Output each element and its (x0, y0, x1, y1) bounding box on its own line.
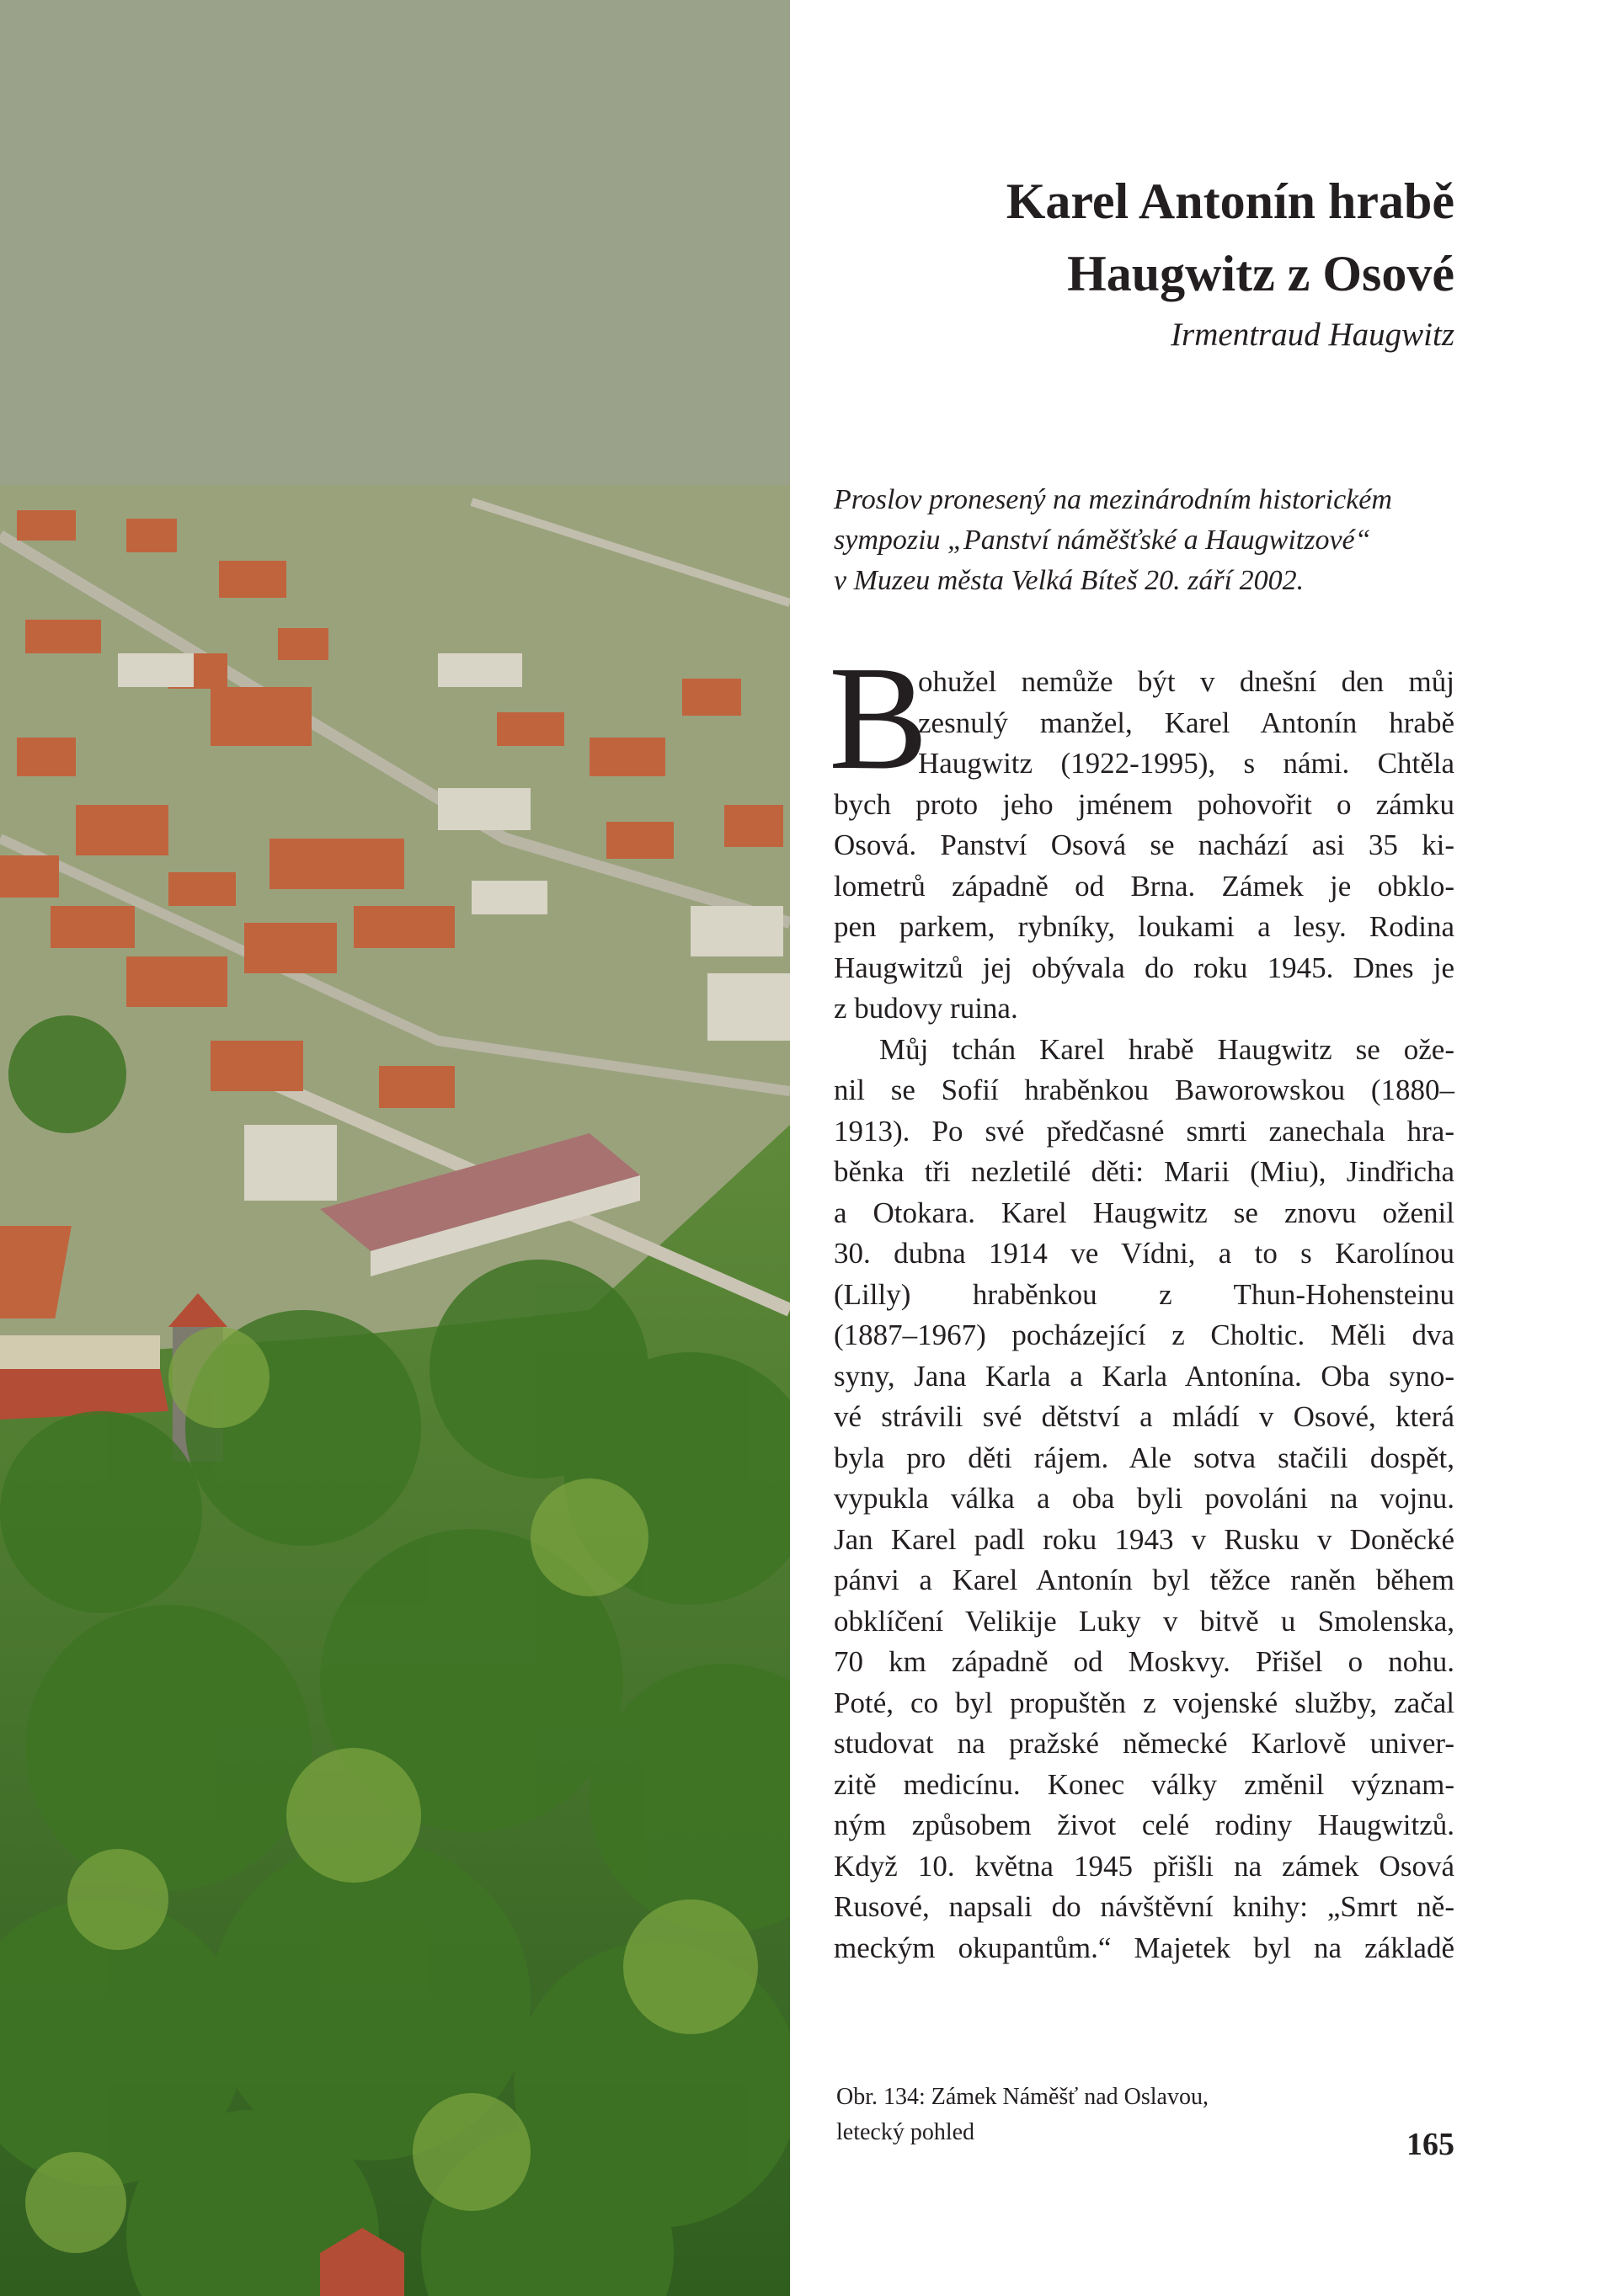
body-line: Haugwitzů jej obývala do roku 1945. Dnes je (834, 951, 1454, 984)
body-line: ohužel nemůže být v dnešní den můj (918, 665, 1454, 698)
body-line: vypukla válka a oba byli povoláni na vojnu. (834, 1482, 1454, 1515)
body-line: 70 km západně od Moskvy. Přišel o nohu. (834, 1645, 1454, 1678)
body-line: Jan Karel padl roku 1943 v Rusku v Doněcké (834, 1522, 1454, 1556)
body-line: pen parkem, rybníky, loukami a lesy. Rodina (834, 910, 1454, 943)
dropcap-wrap (829, 636, 1454, 801)
article-title (798, 165, 1454, 310)
article-body (829, 636, 1454, 1968)
body-line: meckým okupantům.“ Majetek byl na základě (834, 1931, 1454, 1964)
body-line: ným způsobem život celé rodiny Haugwitzů. (834, 1809, 1454, 1841)
page-number: 165 (1406, 2127, 1454, 2162)
intro-line: sympoziu „Panství náměšťské a Haugwitzové“ (834, 525, 1371, 556)
body-line: z budovy ruina. (834, 992, 1018, 1025)
body-line: Rusové, napsali do návštěvní knihy: „Smrt ně- (834, 1890, 1454, 1923)
body-line: zitě medicínu. Konec války změnil význam- (834, 1767, 1454, 1801)
caption-line: letecký pohled (836, 2119, 975, 2145)
body-line: Můj tchán Karel hrabě Haugwitz se ože- (879, 1032, 1454, 1066)
body-line: 1913). Po své předčasné smrti zanechala hra- (834, 1114, 1454, 1148)
title-line: Haugwitz z Osové (1067, 246, 1454, 301)
intro-line: v Muzeu města Velká Bíteš 20. září 2002. (834, 565, 1305, 596)
body-line: (Lilly) hraběnkou z Thun-Hohensteinu (834, 1277, 1454, 1311)
body-line: pánvi a Karel Antonín byl těžce raněn během (834, 1564, 1454, 1596)
body-line: běnka tři nezletilé děti: Marii (Miu), Jindřicha (834, 1155, 1454, 1188)
body-line: (1887–1967) pocházející z Choltic. Měli dva (834, 1318, 1454, 1351)
body-line: vé strávili své dětství a mládí v Osové, která (834, 1400, 1454, 1433)
figure-caption (836, 2080, 1342, 2150)
body-line: lometrů západně od Brna. Zámek je obklo- (834, 869, 1454, 903)
intro-line: Proslov pronesený na mezinárodním historickém (834, 484, 1392, 515)
left-panel (0, 0, 790, 2296)
body-line: bych proto jeho jménem pohovořit o zámku (834, 787, 1454, 821)
body-line: nil se Sofií hraběnkou Baworowskou (1880– (834, 1073, 1454, 1106)
body-line: a Otokara. Karel Haugwitz se znovu oženil (834, 1196, 1454, 1229)
title-line: Karel Antonín hrabě (1006, 173, 1454, 229)
body-line: Haugwitz (1922-1995), s námi. Chtěla (918, 747, 1454, 780)
drop-cap: B (829, 636, 929, 801)
color-block (0, 0, 790, 485)
body-line: 30. dubna 1914 ve Vídni, a to s Karolínou (834, 1237, 1454, 1270)
body-line: Osová. Panství Osová se nachází asi 35 ki- (834, 828, 1454, 861)
body-line: syny, Jana Karla a Karla Antonína. Oba syno- (834, 1359, 1454, 1393)
body-line: byla pro děti rájem. Ale sotva stačili dospět, (834, 1441, 1454, 1474)
body-line: zesnulý manžel, Karel Antonín hrabě (918, 706, 1454, 739)
intro-note (834, 480, 1454, 601)
body-line: Poté, co byl propuštěn z vojenské služby, začal (834, 1686, 1454, 1719)
aerial-photo (0, 485, 790, 2296)
caption-line: Obr. 134: Zámek Náměšť nad Oslavou, (836, 2084, 1209, 2110)
body-line: Když 10. května 1945 přišli na zámek Osová (834, 1849, 1454, 1883)
author: Irmentraud Haugwitz (1171, 317, 1454, 353)
body-line: obklíčení Velikije Luky v bitvě u Smolenska, (834, 1604, 1454, 1638)
body-line: studovat na pražské německé Karlově univer- (834, 1727, 1454, 1760)
